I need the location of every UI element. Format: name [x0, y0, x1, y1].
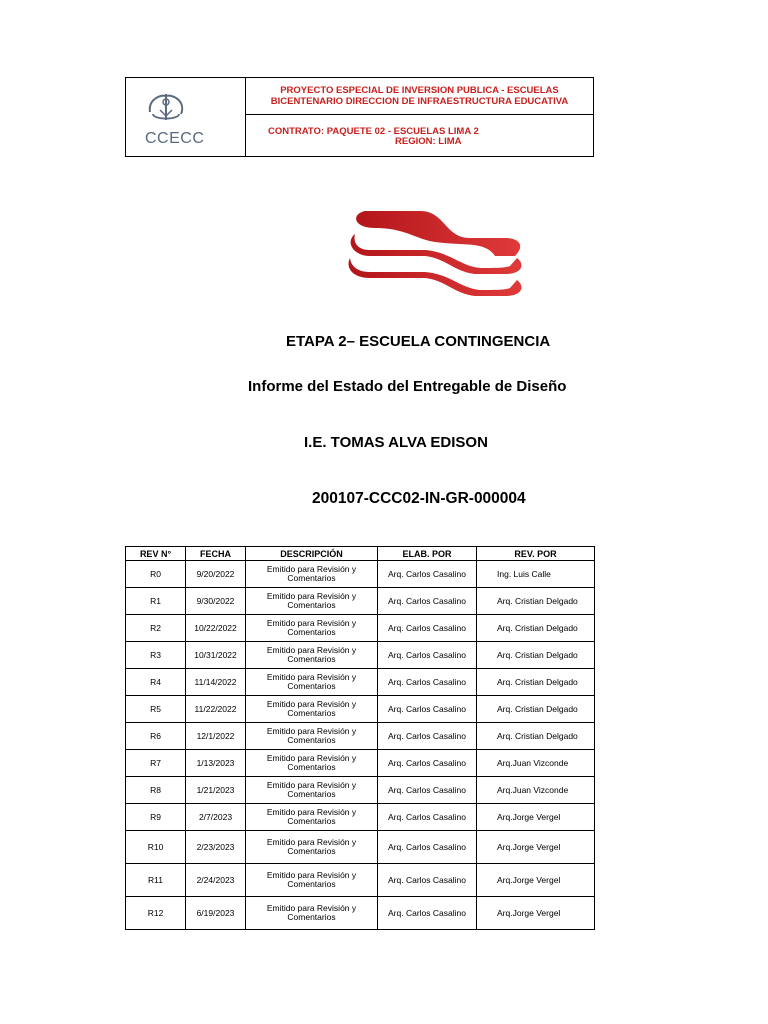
description-cell: Emitido para Revisión y Comentarios [246, 831, 378, 864]
document-header [125, 77, 594, 157]
book-stack-logo [345, 206, 525, 302]
description-cell: Emitido para Revisión y Comentarios [246, 588, 378, 615]
description-cell: Emitido para Revisión y Comentarios [246, 750, 378, 777]
table-row [126, 696, 595, 723]
prepared-by-cell: Arq. Carlos Casalino [378, 561, 477, 588]
prepared-by-cell: Arq. Carlos Casalino [378, 669, 477, 696]
prepared-by-cell: Arq. Carlos Casalino [378, 864, 477, 897]
rev-number-cell: R8 [126, 777, 186, 804]
region-line: REGION: LIMA [395, 136, 462, 147]
rev-number-cell: R6 [126, 723, 186, 750]
reviewed-by-cell: Arq.Jorge Vergel [477, 897, 595, 930]
reviewed-by-cell: Arq. Cristian Delgado [477, 588, 595, 615]
reviewed-by-cell: Arq.Jorge Vergel [477, 864, 595, 897]
prepared-by-cell: Arq. Carlos Casalino [378, 615, 477, 642]
table-row [126, 864, 595, 897]
prepared-by-cell: Arq. Carlos Casalino [378, 723, 477, 750]
description-cell: Emitido para Revisión y Comentarios [246, 696, 378, 723]
reviewed-by-cell: Ing. Luis Calle [477, 561, 595, 588]
table-row [126, 561, 595, 588]
date-cell: 2/7/2023 [186, 804, 246, 831]
rev-number-cell: R5 [126, 696, 186, 723]
col-header-fecha: FECHA [186, 547, 246, 561]
reviewed-by-cell: Arq. Cristian Delgado [477, 723, 595, 750]
description-cell: Emitido para Revisión y Comentarios [246, 804, 378, 831]
rev-number-cell: R3 [126, 642, 186, 669]
reviewed-by-cell: Arq.Jorge Vergel [477, 804, 595, 831]
prepared-by-cell: Arq. Carlos Casalino [378, 777, 477, 804]
prepared-by-cell: Arq. Carlos Casalino [378, 897, 477, 930]
reviewed-by-cell: Arq. Cristian Delgado [477, 696, 595, 723]
table-row [126, 723, 595, 750]
reviewed-by-cell: Arq. Cristian Delgado [477, 669, 595, 696]
table-row [126, 897, 595, 930]
col-header-rev: REV N° [126, 547, 186, 561]
document-code: 200107-CCC02-IN-GR-000004 [312, 490, 526, 507]
table-row [126, 804, 595, 831]
rev-number-cell: R2 [126, 615, 186, 642]
prepared-by-cell: Arq. Carlos Casalino [378, 831, 477, 864]
rev-number-cell: R12 [126, 897, 186, 930]
reviewed-by-cell: Arq.Juan Vizconde [477, 777, 595, 804]
col-header-descripcion: DESCRIPCIÓN [246, 547, 378, 561]
school-name: I.E. TOMAS ALVA EDISON [304, 434, 488, 451]
revision-table [125, 546, 595, 930]
contract-line: CONTRATO: PAQUETE 02 - ESCUELAS LIMA 2 [268, 126, 479, 137]
report-title: Informe del Estado del Entregable de Diseño [248, 378, 567, 395]
date-cell: 6/19/2023 [186, 897, 246, 930]
date-cell: 11/22/2022 [186, 696, 246, 723]
reviewed-by-cell: Arq. Cristian Delgado [477, 642, 595, 669]
project-title: PROYECTO ESPECIAL DE INVERSION PUBLICA - ESCUELAS BICENTENARIO DIRECCION DE INFRAESTRUCTURA EDUCATIVA [246, 78, 593, 115]
description-cell: Emitido para Revisión y Comentarios [246, 669, 378, 696]
date-cell: 1/21/2023 [186, 777, 246, 804]
description-cell: Emitido para Revisión y Comentarios [246, 864, 378, 897]
ccecc-emblem-icon [144, 90, 188, 128]
col-header-rev-por: REV. POR [477, 547, 595, 561]
rev-number-cell: R1 [126, 588, 186, 615]
contract-info [246, 116, 593, 156]
table-row [126, 777, 595, 804]
date-cell: 10/31/2022 [186, 642, 246, 669]
date-cell: 11/14/2022 [186, 669, 246, 696]
rev-number-cell: R7 [126, 750, 186, 777]
prepared-by-cell: Arq. Carlos Casalino [378, 696, 477, 723]
reviewed-by-cell: Arq. Cristian Delgado [477, 615, 595, 642]
date-cell: 10/22/2022 [186, 615, 246, 642]
description-cell: Emitido para Revisión y Comentarios [246, 615, 378, 642]
date-cell: 12/1/2022 [186, 723, 246, 750]
table-row [126, 750, 595, 777]
rev-number-cell: R9 [126, 804, 186, 831]
description-cell: Emitido para Revisión y Comentarios [246, 561, 378, 588]
prepared-by-cell: Arq. Carlos Casalino [378, 804, 477, 831]
rev-number-cell: R4 [126, 669, 186, 696]
stage-title: ETAPA 2– ESCUELA CONTINGENCIA [286, 333, 551, 350]
rev-number-cell: R0 [126, 561, 186, 588]
date-cell: 9/30/2022 [186, 588, 246, 615]
col-header-elab-por: ELAB. POR [378, 547, 477, 561]
description-cell: Emitido para Revisión y Comentarios [246, 897, 378, 930]
table-header-row [126, 547, 595, 561]
rev-number-cell: R10 [126, 831, 186, 864]
table-row [126, 642, 595, 669]
company-logo [126, 78, 246, 156]
date-cell: 9/20/2022 [186, 561, 246, 588]
table-row [126, 588, 595, 615]
prepared-by-cell: Arq. Carlos Casalino [378, 642, 477, 669]
table-row [126, 831, 595, 864]
reviewed-by-cell: Arq.Juan Vizconde [477, 750, 595, 777]
reviewed-by-cell: Arq.Jorge Vergel [477, 831, 595, 864]
logo-text: CCECC [145, 130, 205, 147]
description-cell: Emitido para Revisión y Comentarios [246, 642, 378, 669]
description-cell: Emitido para Revisión y Comentarios [246, 723, 378, 750]
rev-number-cell: R11 [126, 864, 186, 897]
report-title-container [248, 378, 593, 400]
table-row [126, 669, 595, 696]
date-cell: 1/13/2023 [186, 750, 246, 777]
prepared-by-cell: Arq. Carlos Casalino [378, 588, 477, 615]
description-cell: Emitido para Revisión y Comentarios [246, 777, 378, 804]
date-cell: 2/24/2023 [186, 864, 246, 897]
table-row [126, 615, 595, 642]
date-cell: 2/23/2023 [186, 831, 246, 864]
prepared-by-cell: Arq. Carlos Casalino [378, 750, 477, 777]
revision-table-body [126, 561, 595, 930]
